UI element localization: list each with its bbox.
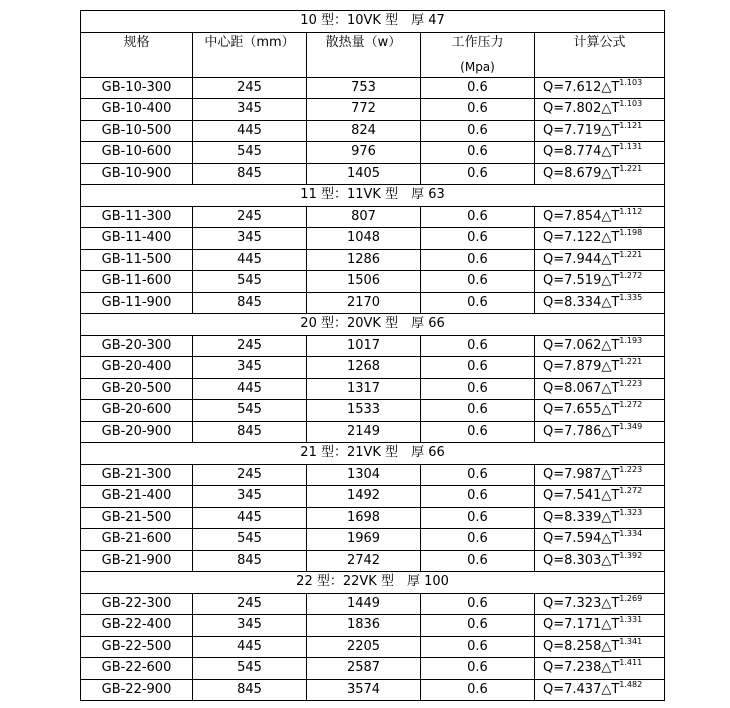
- formula-prefix: Q=: [543, 531, 565, 547]
- spec-cell: GB-22-300: [81, 593, 193, 615]
- spec-cell: GB-10-600: [81, 142, 193, 164]
- formula-cell: [535, 636, 665, 658]
- formula-cell: [535, 271, 665, 293]
- formula-exponent: 1.272: [619, 400, 643, 410]
- heat-output-cell: 1698: [307, 507, 421, 529]
- formula-prefix: Q=: [543, 466, 565, 482]
- heat-output-cell: 1492: [307, 486, 421, 508]
- pressure-cell: 0.6: [421, 271, 535, 293]
- heat-output-cell: 1836: [307, 615, 421, 637]
- header-center-distance: 中心距（mm）: [193, 32, 307, 77]
- formula-prefix: Q=: [543, 660, 565, 676]
- formula-prefix: Q=: [543, 552, 565, 568]
- formula-prefix: Q=: [543, 144, 565, 160]
- delta-t-symbol: △T: [601, 337, 620, 353]
- table-row: [81, 77, 665, 99]
- formula-coefficient: 7.171: [564, 617, 602, 633]
- formula-prefix: Q=: [543, 509, 565, 525]
- formula-prefix: Q=: [543, 595, 565, 611]
- center-distance-cell: 245: [193, 593, 307, 615]
- formula-prefix: Q=: [543, 101, 565, 117]
- formula-cell: [535, 77, 665, 99]
- center-distance-cell: 245: [193, 206, 307, 228]
- spec-cell: GB-10-400: [81, 99, 193, 121]
- center-distance-cell: 345: [193, 486, 307, 508]
- table-row: [81, 142, 665, 164]
- spec-cell: GB-22-600: [81, 658, 193, 680]
- delta-t-symbol: △T: [601, 617, 620, 633]
- formula-coefficient: 7.854: [564, 208, 602, 224]
- delta-t-symbol: △T: [601, 423, 620, 439]
- formula-exponent: 1.269: [619, 593, 643, 603]
- pressure-cell: 0.6: [421, 550, 535, 572]
- formula-cell: [535, 99, 665, 121]
- center-distance-cell: 445: [193, 378, 307, 400]
- formula-cell: [535, 615, 665, 637]
- heat-output-cell: 2149: [307, 421, 421, 443]
- center-distance-cell: 245: [193, 464, 307, 486]
- center-distance-cell: 845: [193, 421, 307, 443]
- formula-coefficient: 7.323: [564, 595, 602, 611]
- heat-output-cell: 1286: [307, 249, 421, 271]
- pressure-cell: 0.6: [421, 335, 535, 357]
- delta-t-symbol: △T: [601, 101, 620, 117]
- formula-coefficient: 7.879: [564, 359, 602, 375]
- formula-prefix: Q=: [543, 251, 565, 267]
- formula-prefix: Q=: [543, 337, 565, 353]
- formula-exponent: 1.121: [619, 120, 643, 130]
- pressure-cell: 0.6: [421, 421, 535, 443]
- heat-output-cell: 1048: [307, 228, 421, 250]
- formula-exponent: 1.103: [619, 99, 643, 109]
- table-row: [81, 464, 665, 486]
- formula-coefficient: 7.987: [564, 466, 602, 482]
- formula-cell: [535, 142, 665, 164]
- formula-coefficient: 7.612: [564, 79, 602, 95]
- spec-cell: GB-22-500: [81, 636, 193, 658]
- formula-coefficient: 7.944: [564, 251, 602, 267]
- delta-t-symbol: △T: [601, 122, 620, 138]
- formula-coefficient: 7.541: [564, 488, 602, 504]
- formula-exponent: 1.335: [619, 292, 643, 302]
- header-working-pressure: [421, 32, 535, 77]
- section-title: 22 型：22VK 型 厚 100: [81, 572, 665, 594]
- delta-t-symbol: △T: [601, 402, 620, 418]
- spec-cell: GB-21-500: [81, 507, 193, 529]
- table-row: [81, 507, 665, 529]
- formula-prefix: Q=: [543, 273, 565, 289]
- formula-cell: [535, 120, 665, 142]
- center-distance-cell: 545: [193, 142, 307, 164]
- formula-cell: [535, 292, 665, 314]
- table-row: [81, 249, 665, 271]
- formula-cell: [535, 658, 665, 680]
- center-distance-cell: 545: [193, 658, 307, 680]
- formula-prefix: Q=: [543, 294, 565, 310]
- formula-prefix: Q=: [543, 617, 565, 633]
- pressure-cell: 0.6: [421, 486, 535, 508]
- formula-coefficient: 7.238: [564, 660, 602, 676]
- heat-output-cell: 1304: [307, 464, 421, 486]
- section-title: 10 型：10VK 型 厚 47: [81, 11, 665, 33]
- pressure-cell: 0.6: [421, 529, 535, 551]
- formula-exponent: 1.323: [619, 507, 643, 517]
- delta-t-symbol: △T: [601, 208, 620, 224]
- table-row: [81, 593, 665, 615]
- delta-t-symbol: △T: [601, 552, 620, 568]
- formula-coefficient: 7.437: [564, 681, 602, 697]
- spec-cell: GB-10-500: [81, 120, 193, 142]
- spec-cell: GB-21-900: [81, 550, 193, 572]
- center-distance-cell: 545: [193, 529, 307, 551]
- formula-coefficient: 7.594: [564, 531, 602, 547]
- spec-cell: GB-11-300: [81, 206, 193, 228]
- formula-coefficient: 7.802: [564, 101, 602, 117]
- table-row: [81, 679, 665, 701]
- formula-cell: [535, 529, 665, 551]
- center-distance-cell: 245: [193, 335, 307, 357]
- center-distance-cell: 445: [193, 249, 307, 271]
- formula-exponent: 1.272: [619, 271, 643, 281]
- formula-cell: [535, 421, 665, 443]
- table-row: [81, 550, 665, 572]
- formula-coefficient: 8.774: [564, 144, 602, 160]
- table-row: [81, 357, 665, 379]
- table-row: [81, 335, 665, 357]
- formula-cell: [535, 507, 665, 529]
- table-row: [81, 228, 665, 250]
- table-row: [81, 636, 665, 658]
- formula-coefficient: 8.258: [564, 638, 602, 654]
- heat-output-cell: 1405: [307, 163, 421, 185]
- formula-prefix: Q=: [543, 380, 565, 396]
- formula-exponent: 1.411: [619, 658, 643, 668]
- heat-output-cell: 3574: [307, 679, 421, 701]
- spec-cell: GB-11-900: [81, 292, 193, 314]
- formula-cell: [535, 400, 665, 422]
- pressure-cell: 0.6: [421, 120, 535, 142]
- formula-exponent: 1.349: [619, 421, 643, 431]
- spec-cell: GB-21-600: [81, 529, 193, 551]
- formula-prefix: Q=: [543, 165, 565, 181]
- delta-t-symbol: △T: [601, 230, 620, 246]
- formula-exponent: 1.221: [619, 357, 643, 367]
- table-row: [81, 120, 665, 142]
- formula-cell: [535, 550, 665, 572]
- header-formula: 计算公式: [535, 32, 665, 77]
- heat-output-cell: 824: [307, 120, 421, 142]
- formula-cell: [535, 228, 665, 250]
- heat-output-cell: 753: [307, 77, 421, 99]
- header-row: [81, 32, 665, 77]
- heat-output-cell: 1017: [307, 335, 421, 357]
- center-distance-cell: 845: [193, 292, 307, 314]
- pressure-cell: 0.6: [421, 249, 535, 271]
- section-title-row: [81, 11, 665, 33]
- delta-t-symbol: △T: [601, 294, 620, 310]
- delta-t-symbol: △T: [601, 251, 620, 267]
- pressure-cell: 0.6: [421, 464, 535, 486]
- pressure-cell: 0.6: [421, 77, 535, 99]
- delta-t-symbol: △T: [601, 660, 620, 676]
- table-row: [81, 163, 665, 185]
- formula-coefficient: 7.719: [564, 122, 602, 138]
- section-title: 21 型：21VK 型 厚 66: [81, 443, 665, 465]
- delta-t-symbol: △T: [601, 531, 620, 547]
- spec-cell: GB-21-400: [81, 486, 193, 508]
- table-row: [81, 486, 665, 508]
- center-distance-cell: 345: [193, 99, 307, 121]
- spec-cell: GB-22-400: [81, 615, 193, 637]
- center-distance-cell: 345: [193, 357, 307, 379]
- table-row: [81, 292, 665, 314]
- radiator-spec-table: [80, 10, 665, 701]
- formula-cell: [535, 163, 665, 185]
- pressure-cell: 0.6: [421, 99, 535, 121]
- delta-t-symbol: △T: [601, 466, 620, 482]
- spec-cell: GB-20-300: [81, 335, 193, 357]
- formula-prefix: Q=: [543, 359, 565, 375]
- formula-exponent: 1.331: [619, 615, 643, 625]
- table-row: [81, 615, 665, 637]
- formula-prefix: Q=: [543, 208, 565, 224]
- formula-cell: [535, 335, 665, 357]
- section-title-row: [81, 314, 665, 336]
- pressure-cell: 0.6: [421, 507, 535, 529]
- formula-cell: [535, 679, 665, 701]
- center-distance-cell: 845: [193, 550, 307, 572]
- pressure-cell: 0.6: [421, 292, 535, 314]
- heat-output-cell: 1969: [307, 529, 421, 551]
- pressure-cell: 0.6: [421, 615, 535, 637]
- delta-t-symbol: △T: [601, 681, 620, 697]
- formula-prefix: Q=: [543, 230, 565, 246]
- formula-coefficient: 8.679: [564, 165, 602, 181]
- delta-t-symbol: △T: [601, 380, 620, 396]
- formula-coefficient: 8.067: [564, 380, 602, 396]
- table-row: [81, 400, 665, 422]
- spec-cell: GB-20-400: [81, 357, 193, 379]
- formula-coefficient: 8.334: [564, 294, 602, 310]
- delta-t-symbol: △T: [601, 595, 620, 611]
- table-body: [81, 11, 665, 701]
- formula-coefficient: 8.339: [564, 509, 602, 525]
- table-row: [81, 421, 665, 443]
- center-distance-cell: 345: [193, 615, 307, 637]
- formula-exponent: 1.198: [619, 228, 643, 238]
- header-heat-output: 散热量（w）: [307, 32, 421, 77]
- formula-exponent: 1.272: [619, 486, 643, 496]
- heat-output-cell: 2742: [307, 550, 421, 572]
- formula-coefficient: 7.786: [564, 423, 602, 439]
- formula-coefficient: 7.122: [564, 230, 602, 246]
- formula-cell: [535, 486, 665, 508]
- formula-exponent: 1.131: [619, 142, 643, 152]
- formula-coefficient: 7.655: [564, 402, 602, 418]
- header-pressure-unit: (Mpa): [460, 59, 495, 74]
- heat-output-cell: 1268: [307, 357, 421, 379]
- formula-prefix: Q=: [543, 122, 565, 138]
- center-distance-cell: 445: [193, 507, 307, 529]
- center-distance-cell: 545: [193, 400, 307, 422]
- heat-output-cell: 2587: [307, 658, 421, 680]
- spec-cell: GB-20-600: [81, 400, 193, 422]
- table-row: [81, 206, 665, 228]
- formula-exponent: 1.103: [619, 77, 643, 87]
- formula-exponent: 1.334: [619, 529, 643, 539]
- formula-exponent: 1.193: [619, 335, 643, 345]
- spec-cell: GB-11-500: [81, 249, 193, 271]
- section-title-row: [81, 443, 665, 465]
- spec-cell: GB-11-600: [81, 271, 193, 293]
- formula-cell: [535, 206, 665, 228]
- center-distance-cell: 545: [193, 271, 307, 293]
- pressure-cell: 0.6: [421, 142, 535, 164]
- formula-prefix: Q=: [543, 488, 565, 504]
- formula-prefix: Q=: [543, 638, 565, 654]
- table-row: [81, 99, 665, 121]
- pressure-cell: 0.6: [421, 206, 535, 228]
- spec-cell: GB-22-900: [81, 679, 193, 701]
- formula-cell: [535, 249, 665, 271]
- section-title-row: [81, 185, 665, 207]
- section-title: 20 型：20VK 型 厚 66: [81, 314, 665, 336]
- pressure-cell: 0.6: [421, 378, 535, 400]
- heat-output-cell: 1317: [307, 378, 421, 400]
- center-distance-cell: 845: [193, 679, 307, 701]
- section-title: 11 型：11VK 型 厚 63: [81, 185, 665, 207]
- pressure-cell: 0.6: [421, 400, 535, 422]
- pressure-cell: 0.6: [421, 357, 535, 379]
- center-distance-cell: 845: [193, 163, 307, 185]
- delta-t-symbol: △T: [601, 488, 620, 504]
- center-distance-cell: 345: [193, 228, 307, 250]
- formula-cell: [535, 464, 665, 486]
- formula-exponent: 1.221: [619, 249, 643, 259]
- delta-t-symbol: △T: [601, 509, 620, 525]
- spec-cell: GB-20-900: [81, 421, 193, 443]
- formula-coefficient: 8.303: [564, 552, 602, 568]
- heat-output-cell: 976: [307, 142, 421, 164]
- heat-output-cell: 1449: [307, 593, 421, 615]
- formula-coefficient: 7.519: [564, 273, 602, 289]
- pressure-cell: 0.6: [421, 679, 535, 701]
- spec-cell: GB-21-300: [81, 464, 193, 486]
- spec-cell: GB-10-900: [81, 163, 193, 185]
- heat-output-cell: 772: [307, 99, 421, 121]
- pressure-cell: 0.6: [421, 163, 535, 185]
- spec-cell: GB-20-500: [81, 378, 193, 400]
- section-title-row: [81, 572, 665, 594]
- formula-prefix: Q=: [543, 681, 565, 697]
- center-distance-cell: 245: [193, 77, 307, 99]
- formula-cell: [535, 593, 665, 615]
- formula-exponent: 1.112: [619, 206, 643, 216]
- formula-prefix: Q=: [543, 402, 565, 418]
- delta-t-symbol: △T: [601, 79, 620, 95]
- delta-t-symbol: △T: [601, 165, 620, 181]
- delta-t-symbol: △T: [601, 144, 620, 160]
- delta-t-symbol: △T: [601, 638, 620, 654]
- delta-t-symbol: △T: [601, 273, 620, 289]
- formula-exponent: 1.482: [619, 679, 643, 689]
- formula-exponent: 1.223: [619, 464, 643, 474]
- pressure-cell: 0.6: [421, 658, 535, 680]
- formula-cell: [535, 378, 665, 400]
- table-row: [81, 378, 665, 400]
- spec-cell: GB-10-300: [81, 77, 193, 99]
- center-distance-cell: 445: [193, 636, 307, 658]
- table-row: [81, 658, 665, 680]
- pressure-cell: 0.6: [421, 593, 535, 615]
- formula-exponent: 1.223: [619, 378, 643, 388]
- formula-cell: [535, 357, 665, 379]
- center-distance-cell: 445: [193, 120, 307, 142]
- heat-output-cell: 1506: [307, 271, 421, 293]
- formula-exponent: 1.221: [619, 163, 643, 173]
- heat-output-cell: 2205: [307, 636, 421, 658]
- formula-exponent: 1.341: [619, 636, 643, 646]
- formula-prefix: Q=: [543, 423, 565, 439]
- table-row: [81, 271, 665, 293]
- heat-output-cell: 2170: [307, 292, 421, 314]
- formula-coefficient: 7.062: [564, 337, 602, 353]
- pressure-cell: 0.6: [421, 228, 535, 250]
- heat-output-cell: 1533: [307, 400, 421, 422]
- formula-exponent: 1.392: [619, 550, 643, 560]
- header-spec: 规格: [81, 32, 193, 77]
- table-row: [81, 529, 665, 551]
- pressure-cell: 0.6: [421, 636, 535, 658]
- spec-cell: GB-11-400: [81, 228, 193, 250]
- formula-prefix: Q=: [543, 79, 565, 95]
- header-working-pressure-label: 工作压力: [451, 34, 504, 50]
- delta-t-symbol: △T: [601, 359, 620, 375]
- heat-output-cell: 807: [307, 206, 421, 228]
